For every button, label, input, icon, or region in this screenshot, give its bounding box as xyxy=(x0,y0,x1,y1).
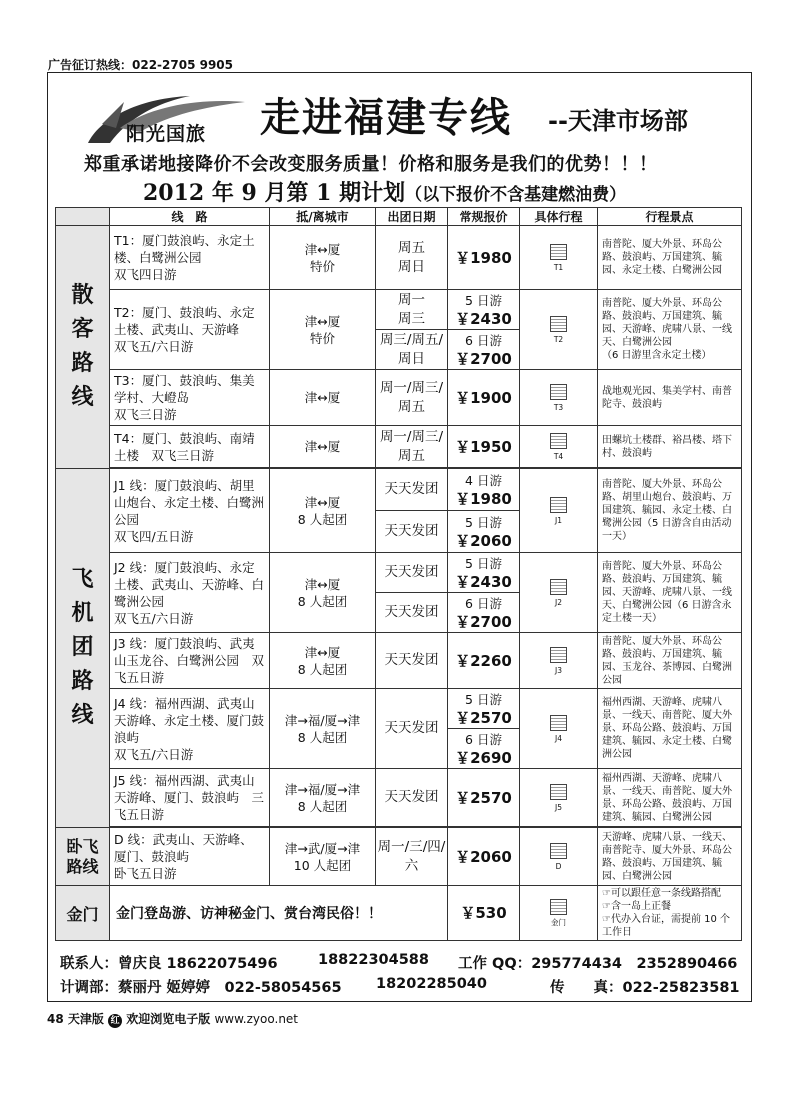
document-icon xyxy=(550,647,567,663)
page-number: 48 天津版 xyxy=(47,1012,104,1026)
category-wofei: 卧飞路线 xyxy=(56,828,110,886)
sights-j3: 南普陀、厦大外景、环岛公路、鼓浪屿、万国建筑、毓园、玉龙谷、茶博园、白鹭洲公园 xyxy=(598,633,742,689)
price-t3: ￥1900 xyxy=(448,370,520,426)
plan-heading xyxy=(143,176,626,207)
route-t4: T4：厦门、鼓浪屿、南靖土楼 双飞三日游 xyxy=(110,426,270,468)
itinerary-t3[interactable]: T3 xyxy=(520,370,598,426)
date-j4: 天天发团 xyxy=(376,689,448,769)
document-icon xyxy=(550,433,567,449)
contact-row-2 xyxy=(58,976,748,998)
header-sights: 行程景点 xyxy=(598,208,742,226)
document-icon xyxy=(550,843,567,859)
price-t4: ￥1950 xyxy=(448,426,520,468)
sights-j5: 福州西湖、天游峰、虎啸八景、一线天、南普陀、厦大外景、环岛公路、鼓浪屿、万国建筑、毓园、白鹭洲公园 xyxy=(598,769,742,827)
city-j1: 津↔厦 8 人起团 xyxy=(270,469,376,553)
price-j2-b: 6 日游 ￥2700 xyxy=(448,593,520,633)
sights-j1: 南普陀、厦大外景、环岛公路、胡里山炮台、鼓浪屿、万国建筑、毓园、永定土楼、白鹭洲公园（5 日游含自由活动一天） xyxy=(598,469,742,553)
plan-title: 2012 年 9 月第 1 期计划 xyxy=(143,180,406,206)
table-row xyxy=(56,469,742,511)
date-j2-a: 天天发团 xyxy=(376,553,448,593)
price-d: ￥2060 xyxy=(448,828,520,886)
table-row xyxy=(56,828,742,886)
plan-note: （以下报价不含基建燃油费） xyxy=(405,185,627,205)
table-header-row xyxy=(56,208,742,226)
price-t1: ￥1980 xyxy=(448,226,520,290)
price-j1-b: 5 日游 ￥2060 xyxy=(448,511,520,553)
jinmen-description: 金门登岛游、访神秘金门、赏台湾民俗！！ xyxy=(110,886,448,941)
price-j5: ￥2570 xyxy=(448,769,520,827)
header-date: 出团日期 xyxy=(376,208,448,226)
sights-j2: 南普陀、厦大外景、环岛公路、鼓浪屿、万国建筑、毓园、天游峰、虎啸八景、一线天、白鹭洲公园（6 日游含永定土楼一天） xyxy=(598,553,742,633)
route-j4: J4 线：福州西湖、武夷山天游峰、永定土楼、厦门鼓浪屿 双飞五/六日游 xyxy=(110,689,270,769)
date-t1: 周五 周日 xyxy=(376,226,448,290)
price-jinmen: ￥530 xyxy=(448,886,520,941)
date-t4: 周一/周三/周五 xyxy=(376,426,448,468)
red-badge-icon: 红 xyxy=(108,1014,122,1028)
contact-qq: 工作 QQ：295774434 2352890466 xyxy=(458,956,738,972)
table-row xyxy=(56,290,742,330)
footer xyxy=(47,1010,298,1028)
sights-j4: 福州西湖、天游峰、虎啸八景、一线天、南普陀、厦大外景、环岛公路、鼓浪屿、万国建筑、毓园、永定土楼、白鹭洲公园 xyxy=(598,689,742,769)
price-j2-a: 5 日游 ￥2430 xyxy=(448,553,520,593)
table-row xyxy=(56,769,742,827)
document-icon xyxy=(550,316,567,332)
route-d: D 线：武夷山、天游峰、厦门、鼓浪屿 卧飞五日游 xyxy=(110,828,270,886)
route-t2: T2：厦门、鼓浪屿、永定土楼、武夷山、天游峰 双飞五/六日游 xyxy=(110,290,270,370)
contact-person: 联系人：曾庆良 18622075496 xyxy=(60,956,278,972)
table-row xyxy=(56,370,742,426)
table-row xyxy=(56,886,742,941)
header-route: 线 路 xyxy=(110,208,270,226)
city-t2: 津↔厦 特价 xyxy=(270,290,376,370)
date-j5: 天天发团 xyxy=(376,769,448,827)
route-t3: T3：厦门、鼓浪屿、集美学村、大嶝岛 双飞三日游 xyxy=(110,370,270,426)
city-j4: 津→福/厦→津 8 人起团 xyxy=(270,689,376,769)
date-t2-a: 周一 周三 xyxy=(376,290,448,330)
city-t1: 津↔厦 特价 xyxy=(270,226,376,290)
price-t2-b: 6 日游 ￥2700 xyxy=(448,330,520,370)
itinerary-t1[interactable]: T1 xyxy=(520,226,598,290)
document-icon xyxy=(550,899,567,915)
header-corner xyxy=(56,208,110,226)
footer-text: 欢迎浏览电子版 xyxy=(126,1012,211,1026)
itinerary-table xyxy=(55,207,742,941)
date-d: 周一/三/四/六 xyxy=(376,828,448,886)
category-jinmen: 金门 xyxy=(56,886,110,941)
route-t1: T1：厦门鼓浪屿、永定土楼、白鹭洲公园 双飞四日游 xyxy=(110,226,270,290)
price-j3: ￥2260 xyxy=(448,633,520,689)
price-j4-a: 5 日游 ￥2570 xyxy=(448,689,520,729)
document-icon xyxy=(550,579,567,595)
table-row xyxy=(56,426,742,468)
sights-d: 天游峰、虎啸八景、一线天、南普陀寺、厦大外景、环岛公路、鼓浪屿、万国建筑、毓园、白鹭洲公园 xyxy=(598,828,742,886)
date-j1-a: 天天发团 xyxy=(376,469,448,511)
table-row xyxy=(56,633,742,689)
contact-phone-3: 18202285040 xyxy=(376,976,487,992)
slogan: 郑重承诺地接降价不会改变服务质量！价格和服务是我们的优势！！！ xyxy=(84,154,658,175)
sights-jinmen: ☞可以跟任意一条线路搭配 ☞含一岛上正餐 ☞代办入台证，需提前 10 个工作日 xyxy=(598,886,742,941)
contact-dispatch: 计调部：蔡丽丹 姬婷婷 022-58054565 xyxy=(60,980,342,996)
city-t4: 津↔厦 xyxy=(270,426,376,468)
itinerary-d[interactable]: D xyxy=(520,828,598,886)
sights-t2: 南普陀、厦大外景、环岛公路、鼓浪屿、万国建筑、毓园、天游峰、虎啸八景、一线天、白鹭洲公园 （6 日游里含永定土楼） xyxy=(598,290,742,370)
header-price: 常规报价 xyxy=(448,208,520,226)
route-j5: J5 线：福州西湖、武夷山天游峰、厦门、鼓浪屿 三飞五日游 xyxy=(110,769,270,827)
document-icon xyxy=(550,715,567,731)
document-icon xyxy=(550,497,567,513)
document-icon xyxy=(550,384,567,400)
ad-hotline: 广告征订热线：022-2705 9905 xyxy=(48,58,234,72)
sights-t4: 田螺坑土楼群、裕昌楼、塔下村、鼓浪屿 xyxy=(598,426,742,468)
itinerary-j5[interactable]: J5 xyxy=(520,769,598,827)
route-j2: J2 线：厦门鼓浪屿、永定土楼、武夷山、天游峰、白鹭洲公园 双飞五/六日游 xyxy=(110,553,270,633)
contact-phone-2: 18822304588 xyxy=(318,952,429,968)
header-city: 抵/离城市 xyxy=(270,208,376,226)
city-j3: 津↔厦 8 人起团 xyxy=(270,633,376,689)
category-feiji: 飞机团路线 xyxy=(56,469,110,828)
itinerary-j1[interactable]: J1 xyxy=(520,469,598,553)
footer-url[interactable]: www.zyoo.net xyxy=(214,1012,299,1026)
sights-t1: 南普陀、厦大外景、环岛公路、鼓浪屿、万国建筑、毓园、永定土楼、白鹭洲公园 xyxy=(598,226,742,290)
date-t2-b: 周三/周五/周日 xyxy=(376,330,448,370)
price-t2-a: 5 日游 ￥2430 xyxy=(448,290,520,330)
itinerary-jinmen[interactable]: 金门 xyxy=(520,886,598,941)
table-row xyxy=(56,689,742,729)
itinerary-j2[interactable]: J2 xyxy=(520,553,598,633)
itinerary-t2[interactable]: T2 xyxy=(520,290,598,370)
date-j2-b: 天天发团 xyxy=(376,593,448,633)
price-j1-a: 4 日游 ￥1980 xyxy=(448,469,520,511)
document-icon xyxy=(550,244,567,260)
contact-row-1 xyxy=(58,952,748,974)
route-j3: J3 线：厦门鼓浪屿、武夷山玉龙谷、白鹭洲公园 双飞五日游 xyxy=(110,633,270,689)
date-j1-b: 天天发团 xyxy=(376,511,448,553)
main-title: 走进福建专线 xyxy=(260,95,512,141)
itinerary-j4[interactable]: J4 xyxy=(520,689,598,769)
document-icon xyxy=(550,784,567,800)
header-itinerary: 具体行程 xyxy=(520,208,598,226)
itinerary-t4[interactable]: T4 xyxy=(520,426,598,468)
route-j1: J1 线：厦门鼓浪屿、胡里山炮台、永定土楼、白鹭洲公园 双飞四/五日游 xyxy=(110,469,270,553)
city-d: 津→武/厦→津 10 人起团 xyxy=(270,828,376,886)
sights-t3: 战地观光园、集美学村、南普陀寺、鼓浪屿 xyxy=(598,370,742,426)
city-j2: 津↔厦 8 人起团 xyxy=(270,553,376,633)
date-t3: 周一/周三/周五 xyxy=(376,370,448,426)
table-row xyxy=(56,553,742,593)
logo-text: 阳光国旅 xyxy=(126,123,207,145)
itinerary-j3[interactable]: J3 xyxy=(520,633,598,689)
contact-fax: 传 真：022-25823581 xyxy=(550,980,740,996)
category-sanke: 散客路线 xyxy=(56,226,110,469)
table-row xyxy=(56,226,742,290)
city-t3: 津↔厦 xyxy=(270,370,376,426)
city-j5: 津→福/厦→津 8 人起团 xyxy=(270,769,376,827)
sub-title: --天津市场部 xyxy=(548,107,688,135)
price-j4-b: 6 日游 ￥2690 xyxy=(448,729,520,769)
date-j3: 天天发团 xyxy=(376,633,448,689)
